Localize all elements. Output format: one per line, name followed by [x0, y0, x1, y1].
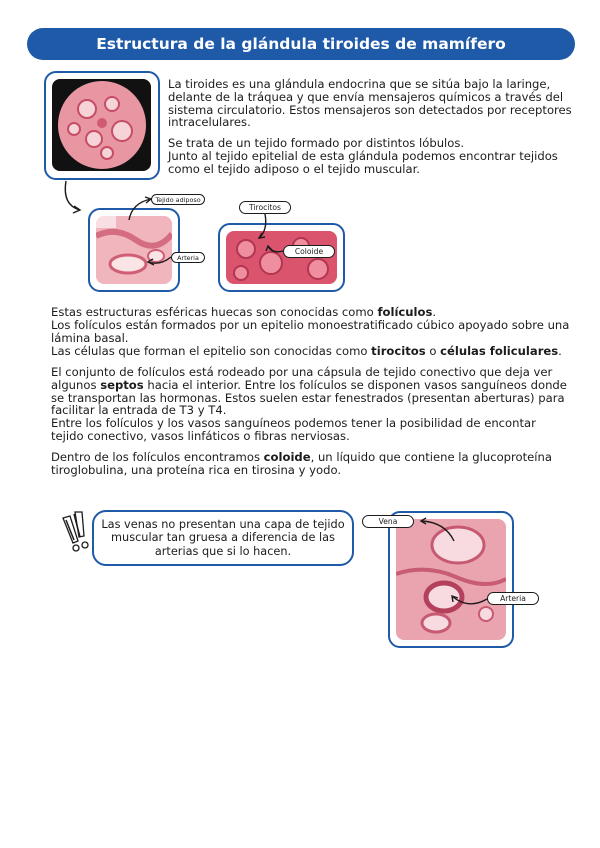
- intro-paragraph-1: La tiroides es una glándula endocrina que se sitúa bajo la laringe, delante de la tráquea y que envía mensajeros químicos a través del sistema circulatorio. Estos mensajeros son detectados por receptores intracelulares.: [168, 77, 572, 130]
- label-vena: Vena: [362, 515, 414, 528]
- paragraph-coloide: Dentro de los folículos encontramos coloide, un líquido que contiene la glucoproteína tiroglobulina, una proteína rica en tirosina y yodo.: [51, 450, 552, 477]
- label-arteria: Arteria: [171, 252, 205, 263]
- label-tejido-adiposo: Tejido adiposo: [151, 194, 205, 205]
- note-callout: Las venas no presentan una capa de tejido muscular tan gruesa a diferencia de las arterias que si lo hacen.: [92, 510, 354, 566]
- paragraph-tirocitos: Las células que forman el epitelio son conocidas como tirocitos o células foliculares.: [51, 344, 562, 358]
- intro-paragraph-2b: Junto al tejido epitelial de esta glándula podemos encontrar tejidos como el tejido adiposo o el tejido muscular.: [168, 149, 558, 176]
- intro-paragraph-2a: Se trata de un tejido formado por distintos lóbulos.: [168, 136, 465, 150]
- paragraph-foliculos: Estas estructuras esféricas huecas son conocidas como folículos.: [51, 305, 437, 319]
- paragraph-conectivo: Entre los folículos y los vasos sanguíneos podemos tener la posibilidad de encontar tejido conectivo, vasos linfáticos o fibras nerviosas.: [51, 416, 536, 443]
- exclamation-icon: [63, 512, 88, 551]
- page-title: Estructura de la glándula tiroides de mamífero: [27, 28, 575, 60]
- label-tirocitos: Tirocitos: [239, 201, 291, 214]
- label-arteria-2: Arteria: [487, 592, 539, 605]
- paragraph-capsula: El conjunto de folículos está rodeado por una cápsula de tejido conectivo que deja ver algunos septos hacia el interior. Entre los folículos se disponen vasos sanguíneos donde se transportan las hormonas. Estos suelen estar fenestrados (presentan aberturas) para facilitar la entrada de T3 y T4.: [51, 365, 567, 418]
- label-coloide: Coloide: [283, 245, 335, 258]
- paragraph-epitelio: Los folículos están formados por un epitelio monoestratificado cúbico apoyado sobre una lámina basal.: [51, 318, 570, 345]
